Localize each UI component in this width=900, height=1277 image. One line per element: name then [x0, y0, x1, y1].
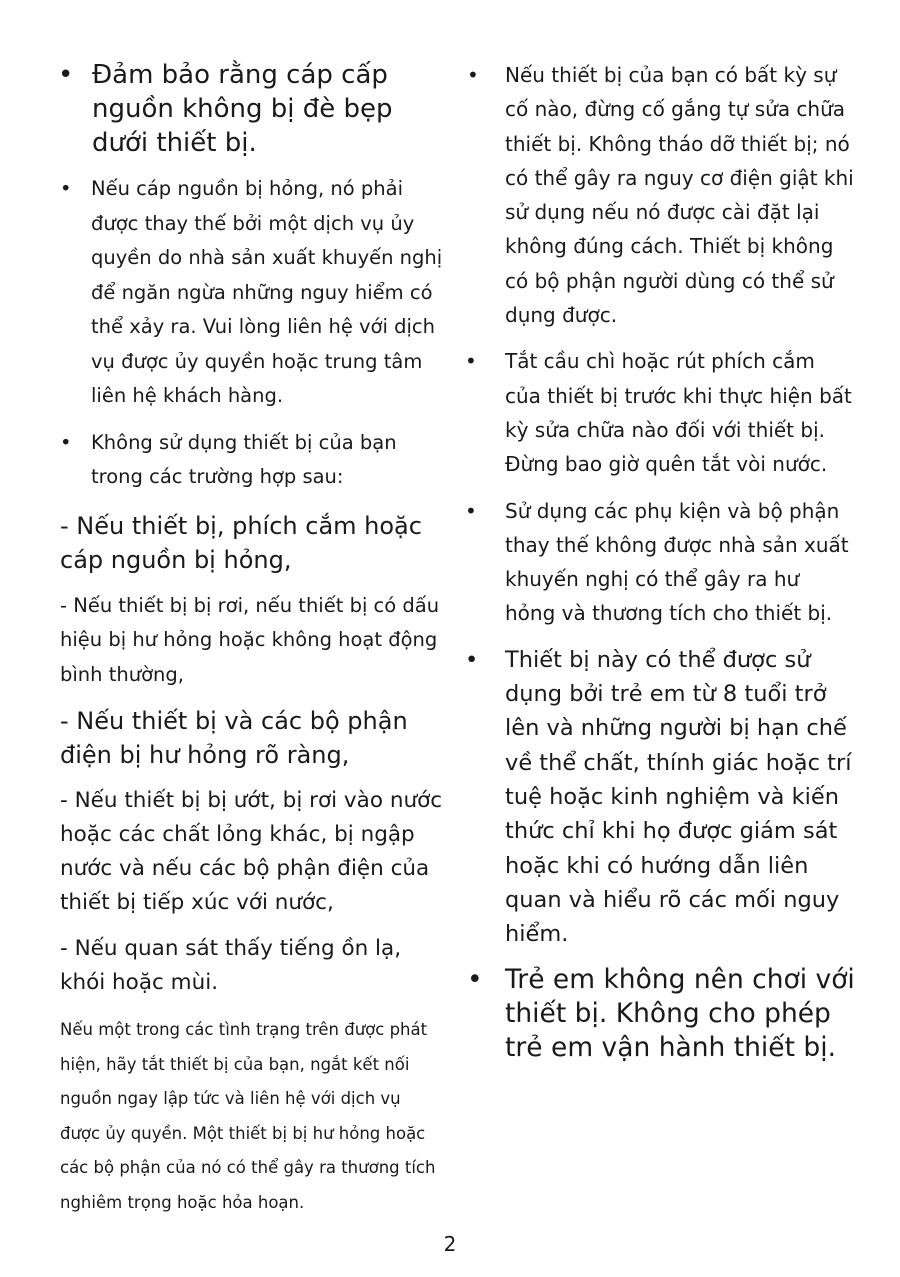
left-column [60, 58, 445, 1220]
bullet-children-not-play [465, 963, 855, 1065]
bullet-text: Không sử dụng thiết bị của bạn trong các trường hợp sau: [91, 430, 397, 488]
bullet-do-not-use [60, 426, 445, 495]
page-number: 2 [443, 1232, 457, 1256]
bullet-text: Trẻ em không nên chơi với thiết bị. Không cho phép trẻ em vận hành thiết bị. [505, 964, 855, 1064]
bullet-marker: • [58, 60, 74, 90]
bullet-text: Sử dụng các phụ kiện và bộ phận thay thế không được nhà sản xuất khuyến nghị có thể gây ra hư hỏng và thương tích cho thiết bị. [505, 498, 849, 626]
bullet-accessories [465, 494, 855, 631]
bullet-marker: • [467, 964, 483, 996]
condition-noise-smoke-smell: - Nếu quan sát thấy tiếng ồn lạ, khói hoặc mùi. [60, 936, 402, 995]
right-column [465, 58, 855, 1065]
bullet-marker: • [467, 63, 479, 87]
condition-dropped: - Nếu thiết bị bị rơi, nếu thiết bị có dấu hiệu bị hư hỏng hoặc không hoạt động bình thường, [60, 593, 440, 686]
bullet-text: Nếu thiết bị của bạn có bất kỳ sự cố nào, đừng cố gắng tự sửa chữa thiết bị. Không tháo dỡ thiết bị; nó có thể gây ra nguy cơ điện giật khi sử dụng nếu nó được cài đặt lại không đúng cách. Thiết bị không có bộ phận người dùng có thể sử dụng được. [505, 63, 854, 328]
bullet-marker: • [60, 430, 72, 454]
bullet-damaged-power-cable [60, 172, 445, 414]
bullet-power-cable-not-crushed [60, 58, 445, 160]
bullet-marker: • [60, 177, 72, 200]
bullet-marker: • [465, 646, 479, 673]
bullet-children-8-years [465, 643, 855, 952]
bullet-text: Đảm bảo rằng cáp cấp nguồn không bị đè bẹp dưới thiết bị. [92, 60, 393, 158]
bullet-text: Tắt cầu chì hoặc rút phích cắm của thiết bị trước khi thực hiện bất kỳ sửa chữa nào đối với thiết bị. Đừng bao giờ quên tắt vòi nước. [505, 349, 852, 477]
bullet-text: Nếu cáp nguồn bị hỏng, nó phải được thay thế bởi một dịch vụ ủy quyền do nhà sản xuất khuyến nghị để ngăn ngừa những nguy hiểm có thể xảy ra. Vui lòng liên hệ với dịch vụ được ủy quyền hoặc trung tâm liên hệ khách hàng. [91, 177, 443, 407]
bullet-text: Thiết bị này có thể được sử dụng bởi trẻ em từ 8 tuổi trở lên và những người bị hạn chế về thể chất, thính giác hoặc trí tuệ hoặc kinh nghiệm và kiến thức chỉ khi họ được giám sát hoặc khi có hướng dẫn liên quan và hiểu rõ các mối nguy hiểm. [505, 646, 852, 948]
condition-wet: - Nếu thiết bị bị ướt, bị rơi vào nước hoặc các chất lỏng khác, bị ngập nước và nếu các bộ phận điện của thiết bị tiếp xúc với nước, [60, 788, 443, 915]
bullet-do-not-repair-yourself [465, 58, 855, 332]
bullet-marker: • [465, 498, 477, 523]
bullet-marker: • [465, 349, 477, 374]
condition-electrical-parts-damaged: - Nếu thiết bị và các bộ phận điện bị hư hỏng rõ ràng, [60, 707, 408, 769]
bullet-turn-off-fuse [465, 344, 855, 481]
closing-paragraph: Nếu một trong các tình trạng trên được phát hiện, hãy tắt thiết bị của bạn, ngắt kết nối nguồn ngay lập tức và liên hệ với dịch vụ được ủy quyền. Một thiết bị bị hư hỏng hoặc các bộ phận của nó có thể gây ra thương tích nghiêm trọng hoặc hỏa hoạn. [60, 1020, 436, 1212]
condition-damaged-plug: - Nếu thiết bị, phích cắm hoặc cáp nguồn bị hỏng, [60, 511, 422, 574]
